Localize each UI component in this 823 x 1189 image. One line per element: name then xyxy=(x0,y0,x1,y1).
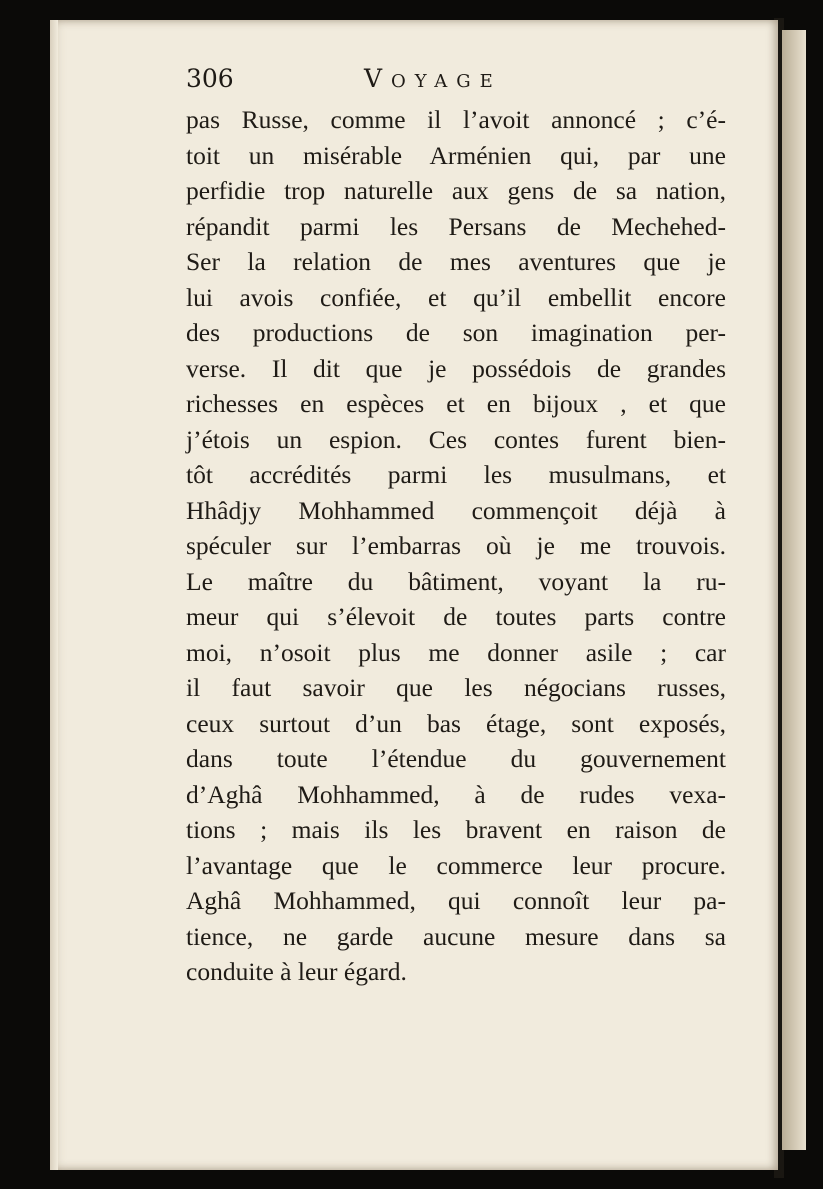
text-line: l’avantage que le commerce leur procure. xyxy=(186,850,726,880)
text-line: meur qui s’élevoit de toutes parts contre xyxy=(186,602,726,631)
running-title: Voyage xyxy=(364,64,502,93)
text-line: j’étois un espion. Ces contes furent bien- xyxy=(186,424,726,454)
text-line: Hhâdjy Mohhammed commençoit déjà à xyxy=(186,495,726,525)
text-line: Aghâ Mohhammed, qui connoît leur pa- xyxy=(186,886,726,915)
text-line: ceux surtout d’un bas étage, sont exposés, xyxy=(186,708,726,738)
text-line: conduite à leur égard. xyxy=(186,957,407,986)
page-header xyxy=(186,64,726,98)
text-line: répandit parmi les Persans de Mechehed- xyxy=(186,211,726,241)
text-line: richesses en espèces et en bijoux , et que xyxy=(186,389,726,418)
page-edge xyxy=(50,20,58,1170)
text-line: spéculer sur l’embarras où je me trouvois. xyxy=(186,531,726,560)
text-line: verse. Il dit que je possédois de grandes xyxy=(186,353,726,383)
body-text xyxy=(186,102,726,990)
text-line: pas Russe, comme il l’avoit annoncé ; c’é- xyxy=(186,105,726,134)
text-line: Le maître du bâtiment, voyant la ru- xyxy=(186,566,726,596)
text-line: tôt accrédités parmi les musulmans, et xyxy=(186,460,726,489)
facing-page-edge xyxy=(782,30,806,1150)
text-line: toit un misérable Arménien qui, par une xyxy=(186,140,726,170)
text-line: dans toute l’étendue du gouvernement xyxy=(186,744,726,773)
text-line: des productions de son imagination per- xyxy=(186,318,726,347)
text-line: il faut savoir que les négocians russes, xyxy=(186,673,726,702)
page-number: 306 xyxy=(186,64,234,93)
text-line: lui avois confiée, et qu’il embellit encore xyxy=(186,282,726,312)
text-line: tions ; mais ils les bravent en raison de xyxy=(186,815,726,844)
text-line: Ser la relation de mes aventures que je xyxy=(186,247,726,276)
text-line: perfidie trop naturelle aux gens de sa nation, xyxy=(186,176,726,205)
text-line: moi, n’osoit plus me donner asile ; car xyxy=(186,637,726,667)
text-line: d’Aghâ Mohhammed, à de rudes vexa- xyxy=(186,779,726,809)
text-line: tience, ne garde aucune mesure dans sa xyxy=(186,921,726,951)
